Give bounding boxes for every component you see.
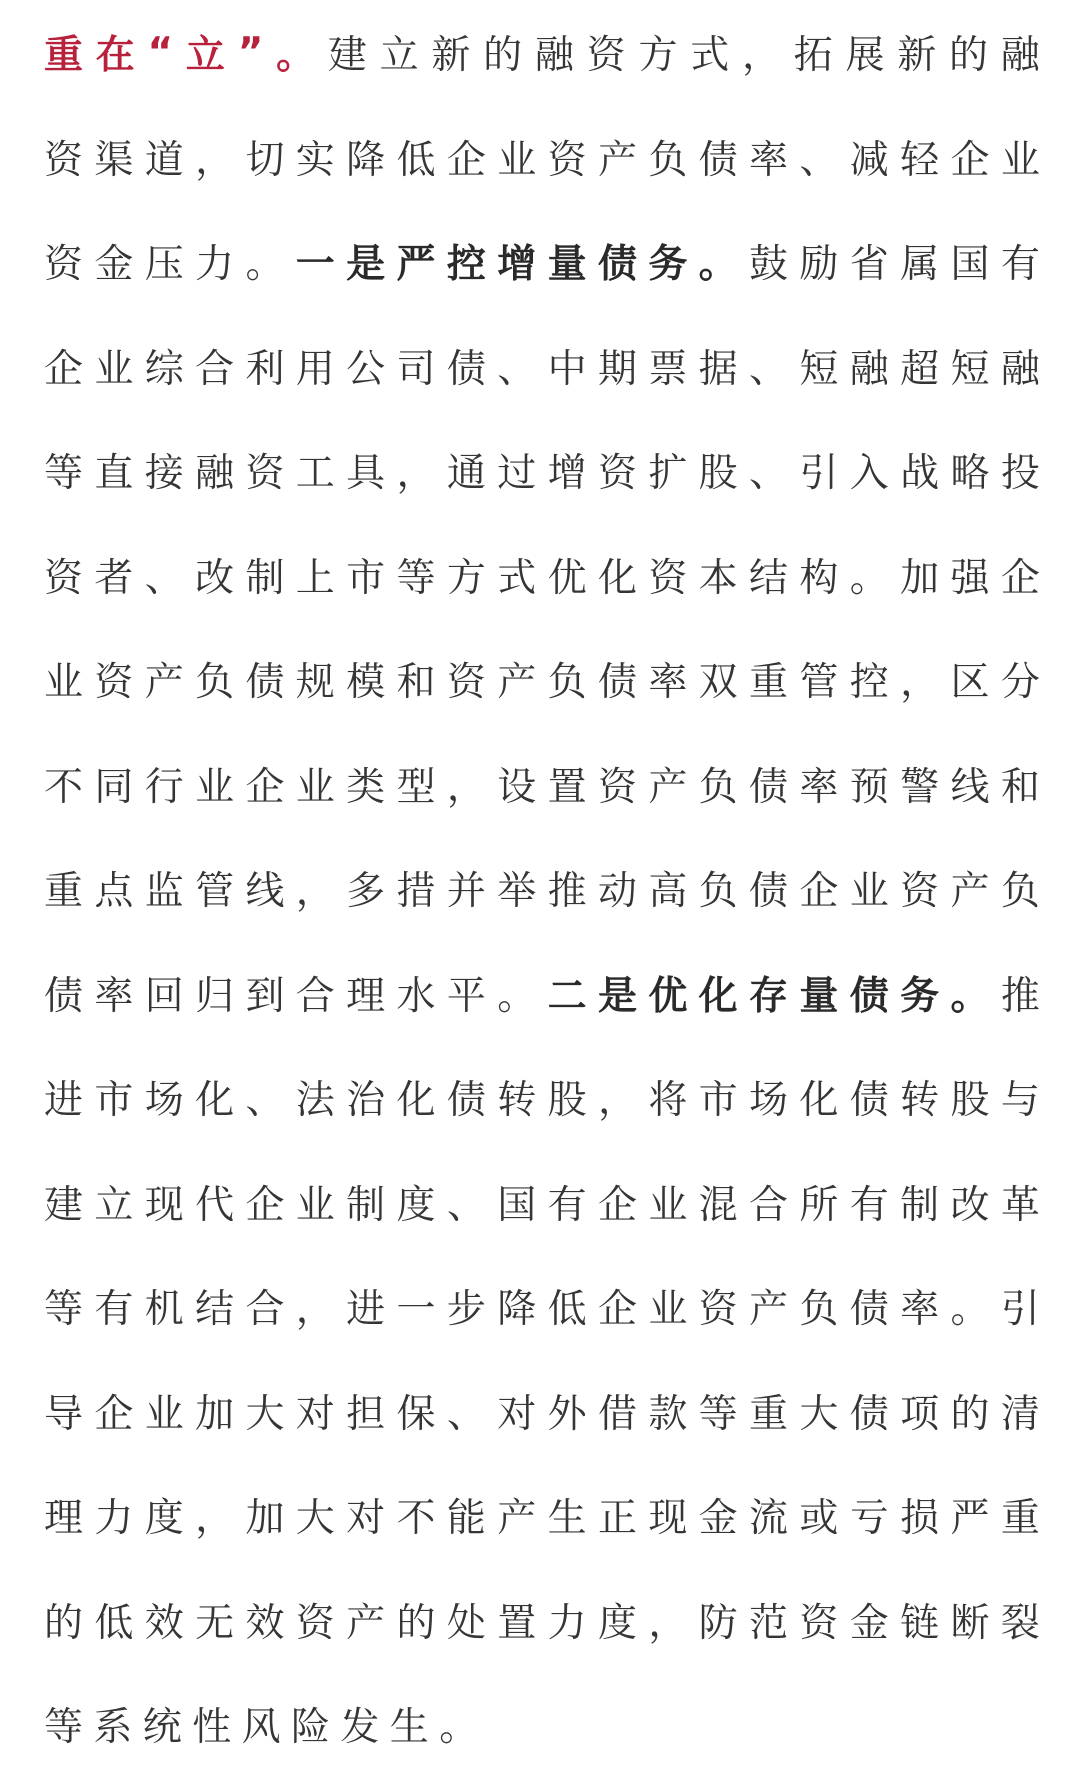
paragraph-line: 等 有 机 结 合 ， 进 一 步 降 低 企 业 资 产 负 债 率 。 引	[44, 1287, 1040, 1333]
paragraph-line: 债 率 回 归 到 合 理 水 平 。 二 是 优 化 存 量 债 务 。 推	[44, 973, 1040, 1019]
paragraph-line: 企 业 综 合 利 用 公 司 债 、 中 期 票 据 、 短 融 超 短 融	[44, 346, 1040, 392]
paragraph-line: 不 同 行 业 企 业 类 型 ， 设 置 资 产 负 债 率 预 警 线 和	[44, 764, 1040, 810]
paragraph-line: 资 渠 道 ， 切 实 降 低 企 业 资 产 负 债 率 、 减 轻 企 业	[44, 137, 1040, 183]
paragraph-line: 业 资 产 负 债 规 模 和 资 产 负 债 率 双 重 管 控 ， 区 分	[44, 660, 1040, 706]
paragraph-line: 资 金 压 力 。 一 是 严 控 增 量 债 务 。 鼓 励 省 属 国 有	[44, 242, 1040, 288]
paragraph-line: 理 力 度 ， 加 大 对 不 能 产 生 正 现 金 流 或 亏 损 严 重	[44, 1496, 1040, 1542]
paragraph-line: 进 市 场 化 、 法 治 化 债 转 股 ， 将 市 场 化 债 转 股 与	[44, 1078, 1040, 1124]
paragraph-line: 重 点 监 管 线 ， 多 措 并 举 推 动 高 负 债 企 业 资 产 负	[44, 869, 1040, 915]
article-body	[44, 0, 1040, 1777]
paragraph-line: 导 企 业 加 大 对 担 保 、 对 外 借 款 等 重 大 债 项 的 清	[44, 1391, 1040, 1437]
body-text: 等系统性风险发生。	[44, 1705, 489, 1751]
paragraph-line: 重 在 “ 立 ” 。 建 立 新 的 融 资 方 式 ， 拓 展 新 的 融	[44, 29, 1040, 79]
paragraph-line: 等 直 接 融 资 工 具 ， 通 过 增 资 扩 股 、 引 入 战 略 投	[44, 451, 1040, 497]
paragraph-line: 资 者 、 改 制 上 市 等 方 式 优 化 资 本 结 构 。 加 强 企	[44, 555, 1040, 601]
paragraph-line: 的 低 效 无 效 资 产 的 处 置 力 度 ， 防 范 资 金 链 断 裂	[44, 1600, 1040, 1646]
paragraph-line	[44, 1672, 1040, 1777]
paragraph-line: 建 立 现 代 企 业 制 度 、 国 有 企 业 混 合 所 有 制 改 革	[44, 1182, 1040, 1228]
